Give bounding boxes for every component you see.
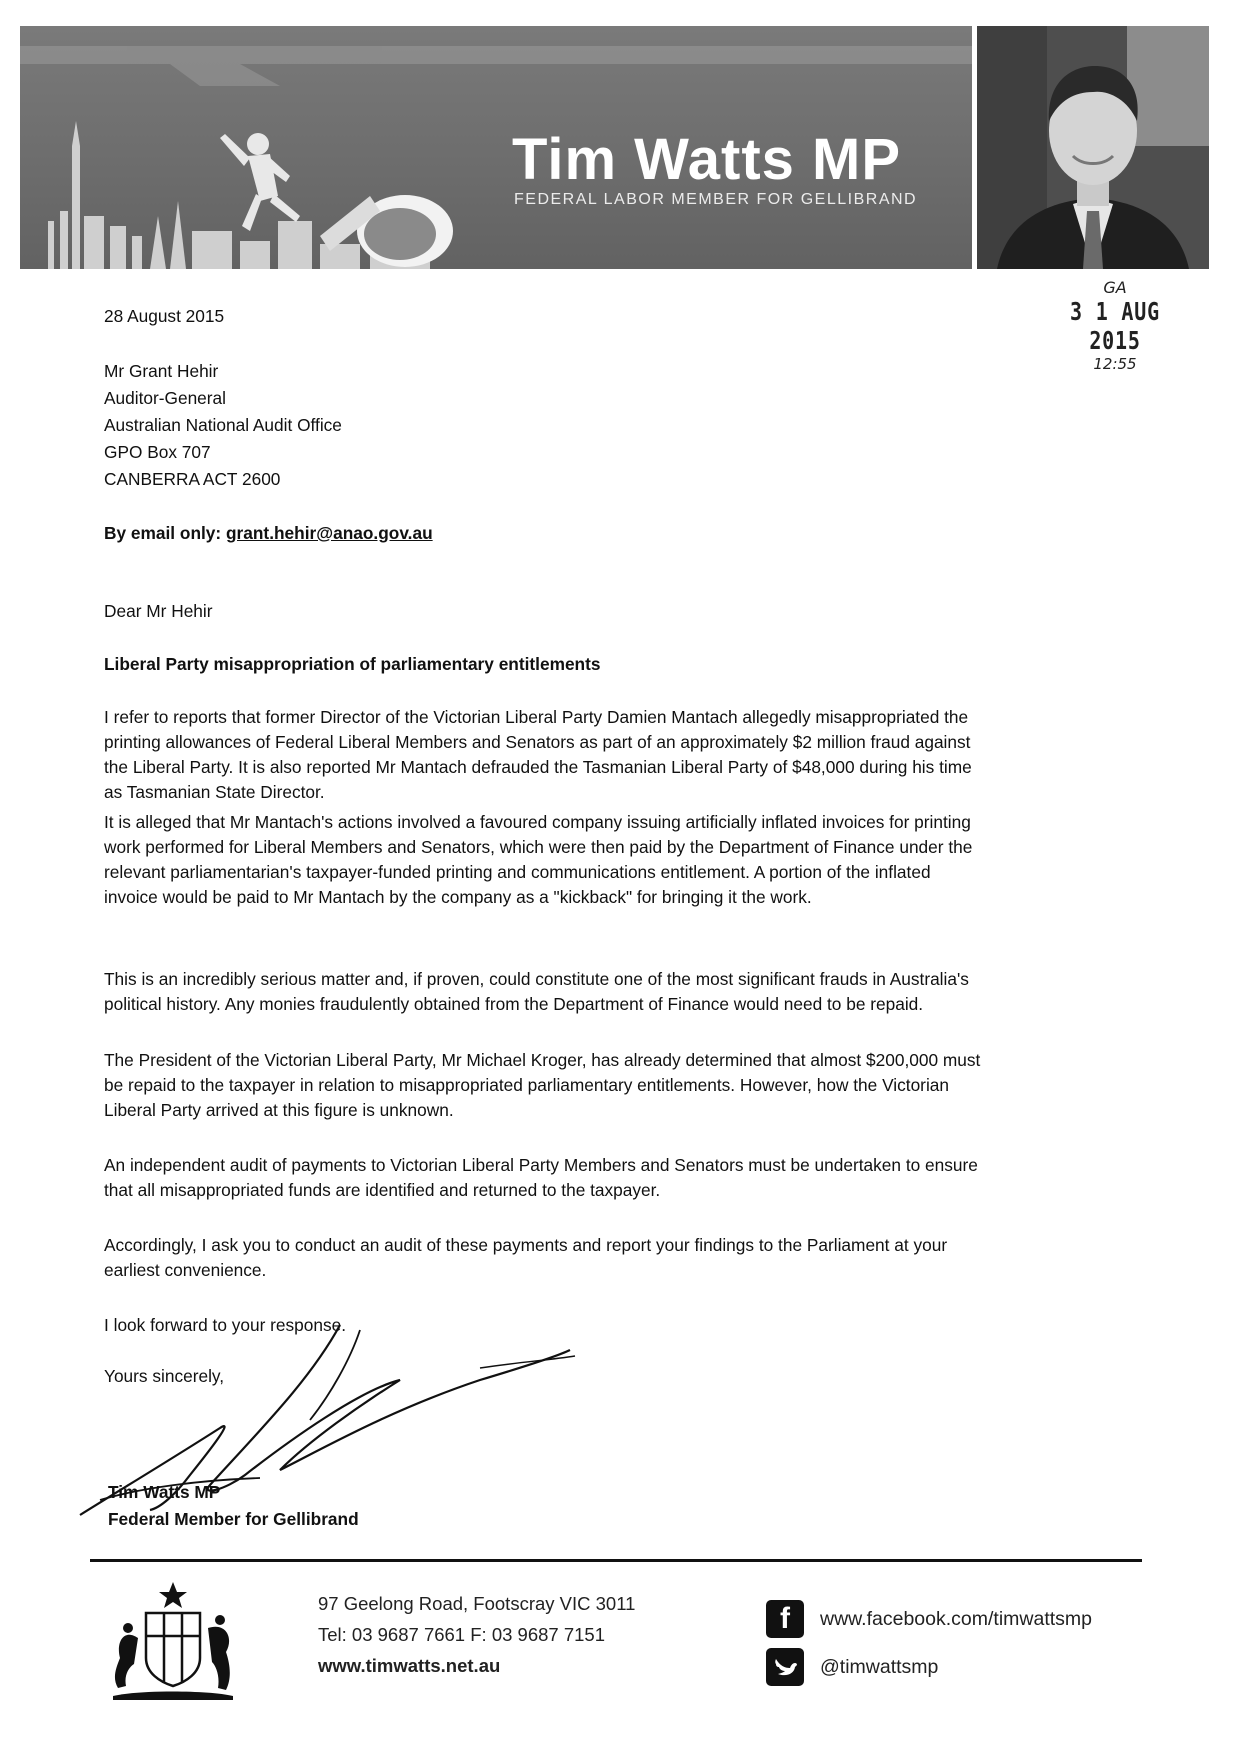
stamp-date: 3 1 AUG 2015 bbox=[1070, 297, 1160, 355]
paragraph-line: It is alleged that Mr Mantach's actions involved a favoured company issuing artificially inflated invoices for printing bbox=[104, 812, 971, 832]
paragraph-line: as Tasmanian State Director. bbox=[104, 782, 325, 802]
recipient-address bbox=[104, 358, 342, 493]
closing-line: I look forward to your response. bbox=[104, 1315, 347, 1335]
received-stamp bbox=[1045, 278, 1185, 373]
paragraph-line: An independent audit of payments to Victorian Liberal Party Members and Senators must be undertaken to ensure bbox=[104, 1155, 978, 1175]
paragraph-line: that all misappropriated funds are identified and returned to the taxpayer. bbox=[104, 1180, 661, 1200]
paragraph-line: the Liberal Party. It is also reported Mr Mantach defrauded the Tasmanian Liberal Party of $48,000 during his time bbox=[104, 757, 972, 777]
recipient-line: Auditor-General bbox=[104, 388, 226, 408]
paragraph-line: political history. Any monies fraudulently obtained from the Department of Finance would need to be repaid. bbox=[104, 994, 924, 1014]
facebook-contact[interactable] bbox=[766, 1600, 1092, 1638]
recipient-line: Australian National Audit Office bbox=[104, 415, 342, 435]
paragraph-line: work performed for Liberal Members and Senators, which were then paid by the Department of Finance under the bbox=[104, 837, 973, 857]
office-contact bbox=[318, 1588, 635, 1681]
facebook-url[interactable]: www.facebook.com/timwattsmp bbox=[820, 1607, 1093, 1630]
signer-name: Tim Watts MP bbox=[108, 1482, 221, 1502]
recipient-line: CANBERRA ACT 2600 bbox=[104, 469, 281, 489]
twitter-contact[interactable] bbox=[766, 1648, 938, 1686]
stamp-time: 12:55 bbox=[1093, 355, 1137, 373]
paragraph-line: Accordingly, I ask you to conduct an audit of these payments and report your findings to the Parliament at your bbox=[104, 1235, 948, 1255]
coat-of-arms-icon bbox=[98, 1578, 248, 1703]
body-paragraph bbox=[104, 810, 1144, 910]
mp-portrait-photo bbox=[977, 26, 1209, 269]
mp-subtitle: FEDERAL LABOR MEMBER FOR GELLIBRAND bbox=[514, 191, 918, 208]
website-link[interactable]: www.timwatts.net.au bbox=[318, 1655, 501, 1676]
office-address: 97 Geelong Road, Footscray VIC 3011 bbox=[318, 1593, 636, 1614]
email-link[interactable]: grant.hehir@anao.gov.au bbox=[225, 523, 433, 543]
stamp-initials: GA bbox=[1103, 278, 1127, 297]
twitter-icon bbox=[766, 1648, 804, 1686]
twitter-handle[interactable]: @timwattsmp bbox=[820, 1655, 939, 1678]
office-phone-fax: Tel: 03 9687 7661 F: 03 9687 7151 bbox=[318, 1624, 605, 1645]
signer-title: Federal Member for Gellibrand bbox=[108, 1509, 359, 1529]
recipient-line: Mr Grant Hehir bbox=[104, 361, 219, 381]
paragraph-line: The President of the Victorian Liberal Party, Mr Michael Kroger, has already determined that almost $200,000 must bbox=[104, 1050, 981, 1070]
mp-name: Tim Watts MP bbox=[512, 127, 902, 192]
body-paragraph bbox=[104, 1233, 1144, 1283]
paragraph-line: This is an incredibly serious matter and, if proven, could constitute one of the most significant frauds in Australia's bbox=[104, 969, 969, 989]
body-paragraph bbox=[104, 1048, 1144, 1123]
paragraph-line: be repaid to the taxpayer in relation to misappropriated parliamentary entitlements. However, how the Victorian bbox=[104, 1075, 950, 1095]
paragraph-line: I refer to reports that former Director of the Victorian Liberal Party Damien Mantach allegedly misappropriated the bbox=[104, 707, 969, 727]
letter-date: 28 August 2015 bbox=[104, 306, 225, 326]
paragraph-line: printing allowances of Federal Liberal Members and Senators as part of an approximately $2 million fraud against bbox=[104, 732, 971, 752]
letterhead-banner bbox=[20, 26, 972, 269]
recipient-line: GPO Box 707 bbox=[104, 442, 211, 462]
paragraph-line: relevant parliamentarian's taxpayer-funded printing and communications entitlement. A portion of the inflated bbox=[104, 862, 931, 882]
salutation: Dear Mr Hehir bbox=[104, 601, 213, 621]
paragraph-line: Liberal Party arrived at this figure is unknown. bbox=[104, 1100, 454, 1120]
body-paragraph bbox=[104, 967, 1144, 1017]
email-label: By email only: bbox=[104, 523, 222, 543]
body-paragraph bbox=[104, 705, 1144, 805]
subject-line: Liberal Party misappropriation of parliamentary entitlements bbox=[104, 654, 601, 674]
portrait-illustration bbox=[977, 26, 1209, 269]
footer-divider bbox=[90, 1559, 1142, 1562]
facebook-icon: f bbox=[766, 1600, 804, 1638]
email-line bbox=[104, 521, 433, 546]
paragraph-line: earliest convenience. bbox=[104, 1260, 267, 1280]
sign-off: Yours sincerely, bbox=[104, 1366, 225, 1386]
body-paragraph bbox=[104, 1153, 1144, 1203]
paragraph-line: invoice would be paid to Mr Mantach by the company as a "kickback" for bringing it the work. bbox=[104, 887, 812, 907]
